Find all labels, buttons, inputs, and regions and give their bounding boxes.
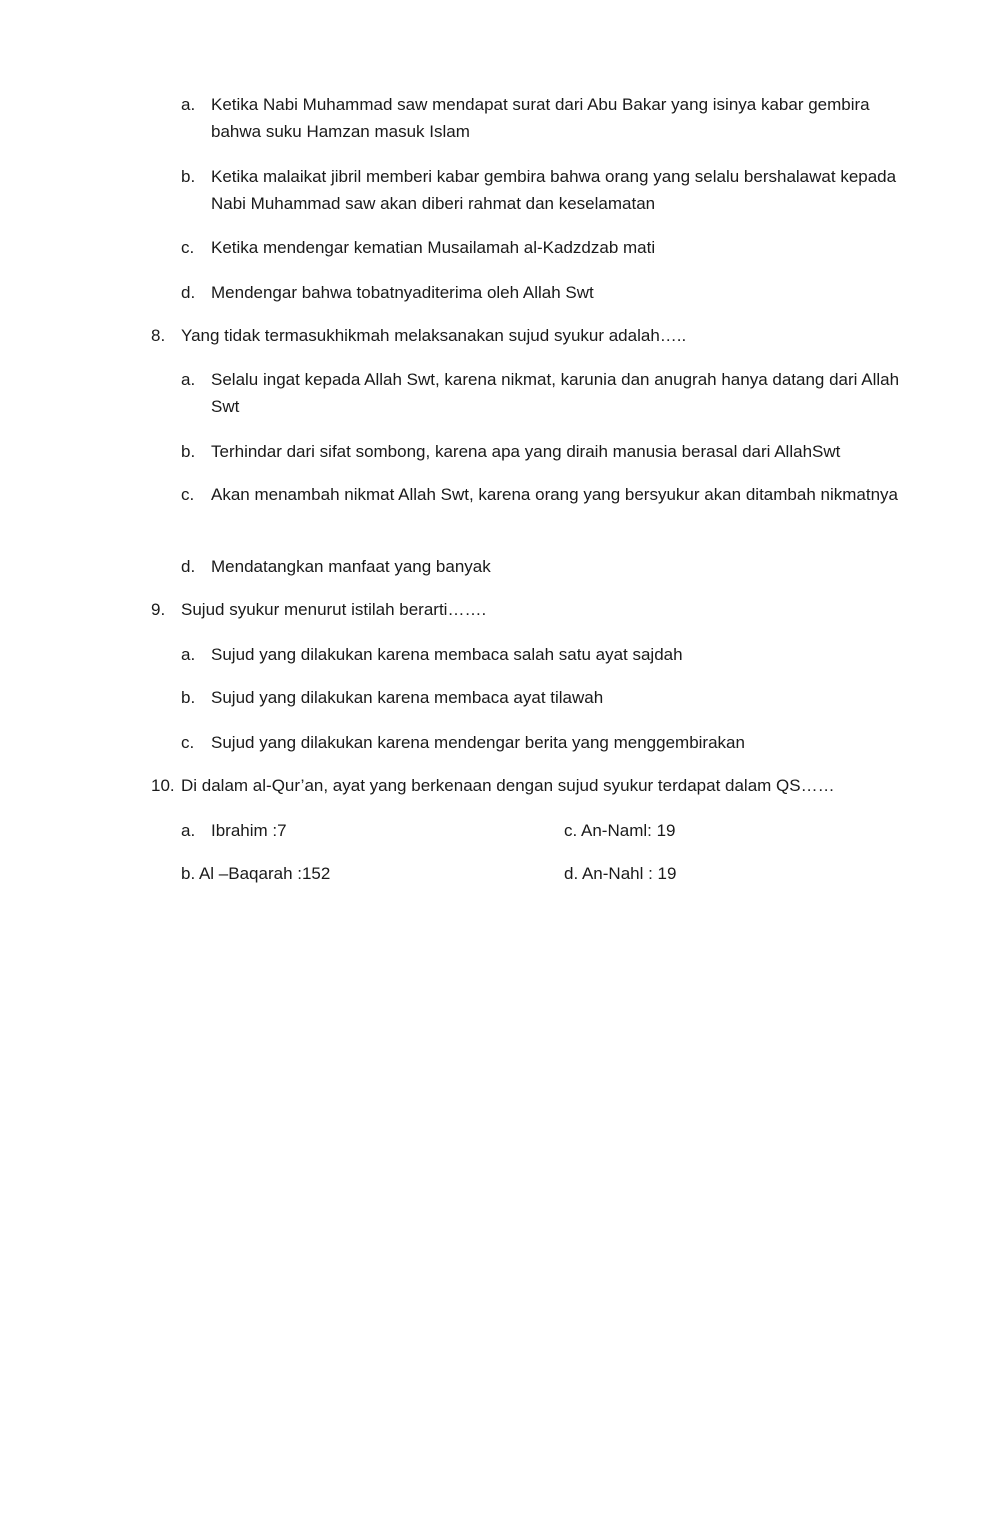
option-text: Ibrahim :7 bbox=[211, 821, 287, 840]
option-letter: d. bbox=[181, 557, 196, 576]
option-letter: d. bbox=[181, 283, 196, 302]
option-text: Ketika mendengar kematian Musailamah al-Kadzdzab mati bbox=[211, 238, 656, 257]
option-letter: b. bbox=[181, 442, 196, 461]
option-letter: c. bbox=[181, 485, 195, 504]
q10-option-d: d. An-Nahl : 19 bbox=[564, 864, 677, 883]
option-letter: a. bbox=[181, 95, 196, 114]
option-text: Sujud yang dilakukan karena membaca salah satu ayat sajdah bbox=[211, 645, 683, 664]
option-text: Mendengar bahwa tobatnyaditerima oleh Allah Swt bbox=[211, 283, 594, 302]
option-text: Ketika Nabi Muhammad saw mendapat surat dari Abu Bakar yang isinya kabar gembira bahwa suku Hamzan masuk Islam bbox=[211, 95, 870, 141]
question-number: 9. bbox=[151, 600, 166, 619]
question-text: Yang tidak termasukhikmah melaksanakan sujud syukur adalah….. bbox=[181, 326, 687, 345]
option-letter: c. bbox=[181, 238, 195, 257]
question-text: Di dalam al-Qur’an, ayat yang berkenaan dengan sujud syukur terdapat dalam QS…… bbox=[181, 776, 835, 795]
option-text: Mendatangkan manfaat yang banyak bbox=[211, 557, 491, 576]
option-letter: b. bbox=[181, 688, 196, 707]
option-letter: a. bbox=[181, 821, 196, 840]
option-letter: a. bbox=[181, 645, 196, 664]
option-letter: a. bbox=[181, 370, 196, 389]
option-letter: c. bbox=[181, 733, 195, 752]
question-number: 8. bbox=[151, 326, 166, 345]
option-letter: b. bbox=[181, 167, 196, 186]
option-text: Sujud yang dilakukan karena mendengar berita yang menggembirakan bbox=[211, 733, 745, 752]
option-text: Ketika malaikat jibril memberi kabar gembira bahwa orang yang selalu bershalawat kepada Nabi Muhammad saw akan diberi rahmat dan keselamatan bbox=[211, 167, 897, 213]
question-text: Sujud syukur menurut istilah berarti……. bbox=[181, 600, 487, 619]
option-text: Akan menambah nikmat Allah Swt, karena orang yang bersyukur akan ditambah nikmatnya bbox=[211, 485, 898, 504]
option-text: Sujud yang dilakukan karena membaca ayat tilawah bbox=[211, 688, 604, 707]
q10-option-b: b. Al –Baqarah :152 bbox=[181, 864, 331, 883]
question-number: 10. bbox=[151, 776, 175, 795]
q10-option-c: c. An-Naml: 19 bbox=[564, 821, 676, 840]
option-text: Selalu ingat kepada Allah Swt, karena nikmat, karunia dan anugrah hanya datang dari Allah Swt bbox=[211, 370, 900, 416]
option-text: Terhindar dari sifat sombong, karena apa yang diraih manusia berasal dari AllahSwt bbox=[211, 442, 841, 461]
